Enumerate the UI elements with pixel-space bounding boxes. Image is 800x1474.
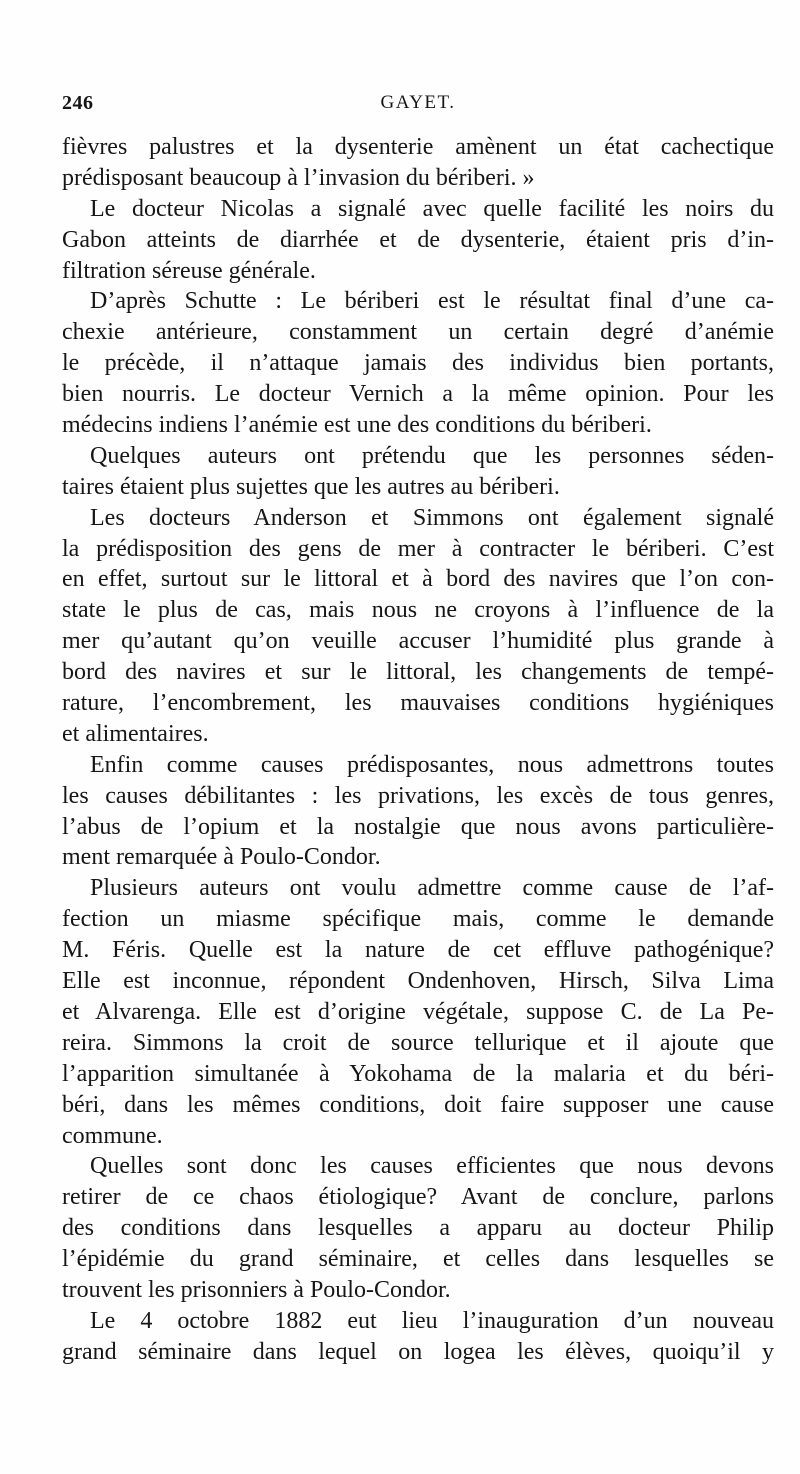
page-number: 246 bbox=[62, 92, 94, 114]
text-line: bord des navires et sur le littoral, les changements de tempé- bbox=[62, 659, 774, 686]
page-header bbox=[62, 92, 774, 122]
body-text bbox=[62, 132, 774, 1368]
text-line: Le 4 octobre 1882 eut lieu l’inauguration d’un nouveau bbox=[90, 1307, 774, 1334]
text-line: fièvres palustres et la dysenterie amènent un état cachectique bbox=[62, 134, 774, 160]
text-line: rature, l’encombrement, les mauvaises conditions hygiéniques bbox=[62, 690, 774, 717]
text-line: Plusieurs auteurs ont voulu admettre comme cause de l’af- bbox=[90, 875, 774, 902]
text-line: retirer de ce chaos étiologique? Avant de conclure, parlons bbox=[62, 1184, 774, 1211]
text-line: la prédisposition des gens de mer à contracter le bériberi. C’est bbox=[62, 535, 774, 562]
text-line: Le docteur Nicolas a signalé avec quelle facilité les noirs du bbox=[90, 195, 774, 222]
text-line: trouvent les prisonniers à Poulo-Condor. bbox=[62, 1276, 451, 1303]
text-line: M. Féris. Quelle est la nature de cet effluve pathogénique? bbox=[62, 937, 774, 964]
text-line: ment remarquée à Poulo-Condor. bbox=[62, 844, 381, 871]
text-line: et Alvarenga. Elle est d’origine végétale, suppose C. de La Pe- bbox=[62, 998, 774, 1025]
text-line: prédisposant beaucoup à l’invasion du bériberi. » bbox=[62, 164, 535, 191]
text-line: Quelles sont donc les causes efficientes que nous devons bbox=[90, 1153, 774, 1180]
text-line: reira. Simmons la croit de source tellurique et il ajoute que bbox=[62, 1029, 774, 1056]
text-line: D’après Schutte : Le bériberi est le résultat final d’une ca- bbox=[90, 288, 774, 315]
text-line: béri, dans les mêmes conditions, doit faire supposer une cause bbox=[62, 1091, 774, 1118]
text-line: Gabon atteints de diarrhée et de dysenterie, étaient pris d’in- bbox=[62, 226, 774, 253]
text-line: mer qu’autant qu’on veuille accuser l’humidité plus grande à bbox=[62, 628, 774, 655]
text-line: Les docteurs Anderson et Simmons ont également signalé bbox=[90, 504, 774, 531]
text-line: l’abus de l’opium et la nostalgie que nous avons particulière- bbox=[62, 813, 774, 840]
text-line: fection un miasme spécifique mais, comme le demande bbox=[62, 906, 774, 933]
text-line: Quelques auteurs ont prétendu que les personnes séden- bbox=[90, 442, 774, 469]
text-line: taires étaient plus sujettes que les autres au bériberi. bbox=[62, 473, 560, 500]
text-line: commune. bbox=[62, 1122, 163, 1149]
text-line: l’épidémie du grand séminaire, et celles dans lesquelles se bbox=[62, 1246, 774, 1273]
text-line: bien nourris. Le docteur Vernich a la même opinion. Pour les bbox=[62, 381, 774, 408]
text-line: le précède, il n’attaque jamais des individus bien portants, bbox=[62, 350, 774, 377]
text-line: des conditions dans lesquelles a apparu au docteur Philip bbox=[62, 1215, 774, 1242]
text-line: et alimentaires. bbox=[62, 720, 209, 747]
text-line: chexie antérieure, constamment un certain degré d’anémie bbox=[62, 319, 774, 346]
text-line: les causes débilitantes : les privations, les excès de tous genres, bbox=[62, 782, 774, 809]
text-line: Enfin comme causes prédisposantes, nous admettrons toutes bbox=[90, 751, 774, 778]
text-line: Elle est inconnue, répondent Ondenhoven, Hirsch, Silva Lima bbox=[62, 968, 774, 995]
running-head: GAYET. bbox=[380, 92, 456, 113]
text-line: filtration séreuse générale. bbox=[62, 257, 316, 284]
text-line: médecins indiens l’anémie est une des conditions du bériberi. bbox=[62, 412, 652, 439]
text-line: l’apparition simultanée à Yokohama de la malaria et du béri- bbox=[62, 1060, 774, 1087]
text-line: state le plus de cas, mais nous ne croyons à l’influence de la bbox=[62, 597, 774, 624]
text-line: en effet, surtout sur le littoral et à bord des navires que l’on con- bbox=[62, 566, 774, 593]
text-line: grand séminaire dans lequel on logea les élèves, quoiqu’il y bbox=[62, 1338, 774, 1365]
